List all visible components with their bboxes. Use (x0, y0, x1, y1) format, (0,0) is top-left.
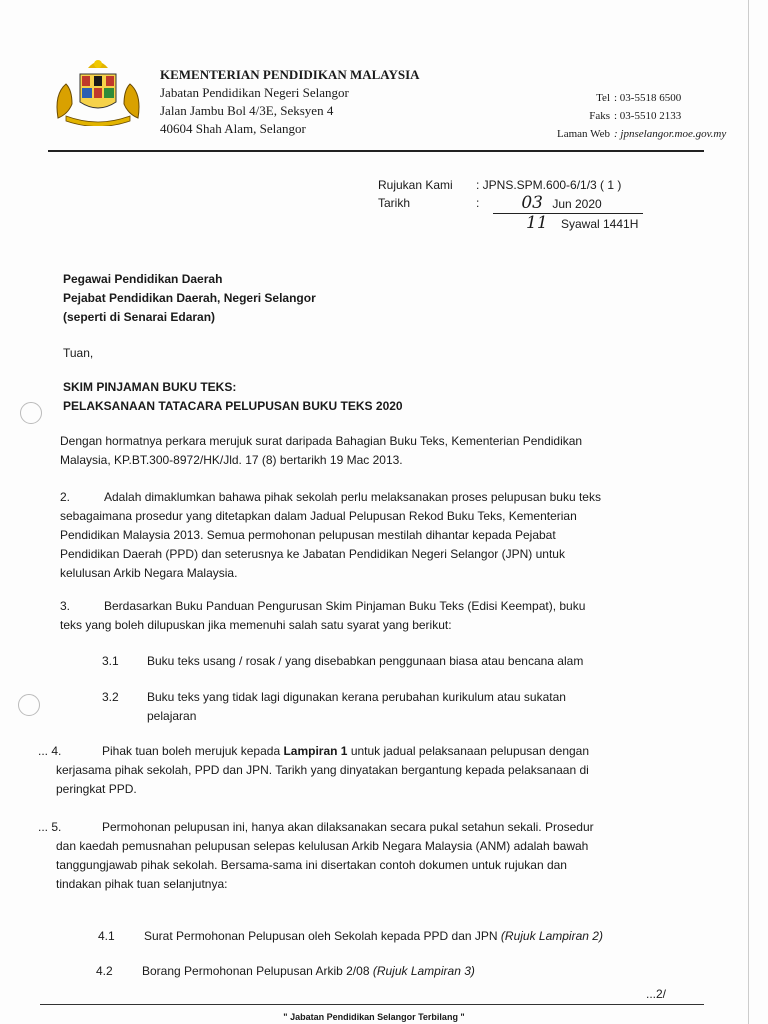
coat-of-arms-icon (50, 58, 146, 126)
contact-block (520, 89, 726, 143)
text-line: sebagaimana prosedur yang ditetapkan dalam Jadual Pelupusan Rekod Buku Teks, Kementerian (60, 509, 577, 523)
text-line: Berdasarkan Buku Panduan Pengurusan Skim Pinjaman Buku Teks (Edisi Keempat), buku (104, 599, 586, 613)
hijri-day-handwritten: 11 (526, 213, 548, 233)
item-3-1 (102, 652, 583, 671)
paragraph-4 (38, 742, 688, 799)
item-number: 4.1 (98, 929, 115, 943)
item-4-2 (96, 962, 475, 981)
text-line: dan kaedah pemusnahan pelupusan selepas kelulusan Arkib Negara Malaysia (ANM) adalah bawah (56, 839, 589, 853)
text-line: Pendidikan Malaysia 2013. Semua permohonan pelupusan mestilah dihantar kepada Pejabat (60, 528, 556, 542)
page-continuation: ...2/ (646, 987, 667, 1001)
addressee-line: (seperti di Senarai Edaran) (63, 310, 216, 324)
item-4-1 (98, 927, 603, 946)
item-3-2 (102, 688, 566, 726)
fax-label: Faks (589, 110, 610, 122)
item-text: Buku teks yang tidak lagi digunakan kerana perubahan kurikulum atau sukatan (147, 690, 566, 704)
item-text: pelajaran (147, 709, 197, 723)
web-label: Laman Web (557, 128, 610, 140)
paragraph-number: 3. (60, 599, 71, 613)
reference-block (378, 176, 643, 233)
footer-divider (40, 1004, 704, 1005)
date-colon: : (476, 196, 480, 210)
tel-label: Tel (596, 92, 610, 104)
text-line: tindakan pihak tuan selanjutnya: (56, 877, 228, 891)
paragraph-5 (38, 818, 688, 894)
text-line: Permohonan pelupusan ini, hanya akan dilaksanakan secara pukal setahun sekali. Prosedur (102, 820, 594, 834)
subject-line: PELAKSANAAN TATACARA PELUPUSAN BUKU TEKS 2020 (63, 399, 403, 413)
lampiran-ref: (Rujuk Lampiran 3) (372, 964, 475, 978)
addressee-line: Pegawai Pendidikan Daerah (63, 272, 223, 286)
item-number: 4.2 (96, 964, 113, 978)
item-number: 3.1 (102, 654, 119, 668)
addressee-line: Pejabat Pendidikan Daerah, Negeri Selangor (63, 291, 316, 305)
page-edge (748, 0, 749, 1024)
text-line: Adalah dimaklumkan bahawa pihak sekolah perlu melaksanakan proses pelupusan buku teks (104, 490, 601, 504)
tel-value: : 03-5518 6500 (614, 92, 682, 104)
date-month: Jun 2020 (552, 197, 602, 211)
paragraph-3 (60, 597, 690, 635)
item-text: Buku teks usang / rosak / yang disebabkan penggunaan biasa atau bencana alam (147, 654, 584, 668)
address-city: 40604 Shah Alam, Selangor (160, 121, 306, 136)
lampiran-ref: (Rujuk Lampiran 2) (500, 929, 603, 943)
punch-hole-icon (20, 402, 42, 424)
text-line: tanggungjawab pihak sekolah. Bersama-sama ini disertakan contoh dokumen untuk rujukan dan (56, 858, 567, 872)
text-line: kelulusan Arkib Negara Malaysia. (60, 566, 238, 580)
department-name: Jabatan Pendidikan Negeri Selangor (160, 85, 349, 100)
text-line: kerjasama pihak sekolah, PPD dan JPN. Tarikh yang dinyatakan bergantung kepada pelaksanaan di (56, 763, 589, 777)
web-value: : jpnselangor.moe.gov.my (614, 128, 727, 140)
address-street: Jalan Jambu Bol 4/3E, Seksyen 4 (160, 103, 334, 118)
salutation: Tuan, (63, 346, 94, 360)
header-divider (48, 150, 704, 152)
ref-value: : JPNS.SPM.600-6/1/3 ( 1 ) (476, 178, 622, 192)
paragraph-number: 2. (60, 490, 71, 504)
date-label: Tarikh (378, 196, 411, 210)
intro-paragraph (60, 432, 690, 470)
text-line: peringkat PPD. (56, 782, 137, 796)
text-line: Pendidikan Daerah (PPD) dan seterusnya ke Jabatan Pendidikan Negeri Selangor (JPN) untuk (60, 547, 565, 561)
paragraph-number: ... 5. (38, 820, 62, 834)
item-number: 3.2 (102, 690, 119, 704)
text-run: untuk jadual pelaksanaan pelupusan dengan (347, 744, 590, 758)
paragraph-2 (60, 488, 690, 583)
text-line: Dengan hormatnya perkara merujuk surat daripada Bahagian Buku Teks, Kementerian Pendidikan (60, 434, 583, 448)
letterhead (160, 66, 420, 138)
lampiran-ref: Lampiran 1 (283, 744, 348, 758)
footer-motto: " Jabatan Pendidikan Selangor Terbilang " (283, 1012, 465, 1022)
subject-line: SKIM PINJAMAN BUKU TEKS: (63, 380, 237, 394)
text-run: Pihak tuan boleh merujuk kepada (102, 744, 284, 758)
item-text: Borang Permohonan Pelupusan Arkib 2/08 (142, 964, 373, 978)
fax-value: : 03-5510 2133 (614, 110, 682, 122)
hijri-month-year: Syawal 1441H (560, 217, 639, 231)
text-line: Malaysia, KP.BT.300-8972/HK/Jld. 17 (8) bertarikh 19 Mac 2013. (60, 453, 403, 467)
ministry-name: KEMENTERIAN PENDIDIKAN MALAYSIA (160, 67, 420, 82)
paragraph-number: ... 4. (38, 744, 62, 758)
date-day-handwritten: 03 (521, 193, 543, 213)
subject-block (63, 378, 403, 416)
addressee-block (63, 270, 316, 327)
text-line: teks yang boleh dilupuskan jika memenuhi salah satu syarat yang berikut: (60, 618, 452, 632)
item-text: Surat Permohonan Pelupusan oleh Sekolah kepada PPD dan JPN (144, 929, 501, 943)
punch-hole-icon (18, 694, 40, 716)
ref-label: Rujukan Kami (378, 178, 453, 192)
